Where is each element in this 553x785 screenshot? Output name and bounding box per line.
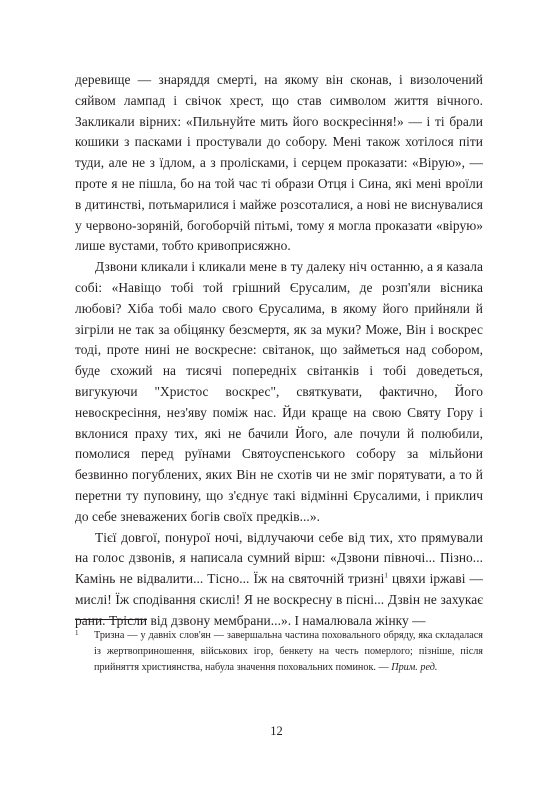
footnote-number: 1 xyxy=(75,629,79,637)
page-number: 12 xyxy=(270,724,283,738)
paragraph-3-end: цвяхи іржаві — мислі! Їж сподівання скислі! Я не воскресну в пісні... Дзвін не захукає рани. Трісли від дзвону мембрани...». І намалювала жінку — xyxy=(75,571,483,628)
paragraph-2: Дзвони кликали і кликали мене в ту далеку ніч останню, а я казала собі: «Навіщо тобі той грішний Єрусалим, де розп'яли вісника любові? Хіба тобі мало свого Єрусалима, в якому його прийняли й зігріли не так за обіцянку безсмертя, як за муки? Може, Він і воскрес тоді, проте нині не воскресне: світанок, що займеться над собором, буде схожий на тисячі попередніх світанків і тобі доведеться, вигукуючи "Христос воскрес", святкувати, фактично, Його невоскресіння, нез'яву поміж нас. Йди краще на свою Святу Гору і вклонися праху тих, які не бачили Його, але почули й полюбили, помолися перед руїнами Святоуспенського собору за мільйони безвинно погублених, яких Він не схотів чи не зміг порятувати, а то й перетни ту пуповину, що з'єднує такі відмінні Єрусалими, і приклич до себе зневажених богів своїх предків...». xyxy=(75,259,483,524)
paragraph-3-start: Тієї довгої, понурої ночі, відлучаючи себе від тих, хто прямували на голос дзвонів, я написала сумний вірш: «Дзвони півночі... Пізно... Камінь не відвалити... Тісно... Їж на святочній тризні xyxy=(75,529,483,587)
footnote-editor-note: Прим. ред. xyxy=(391,661,438,673)
main-text xyxy=(75,70,483,632)
footnote-text: Тризна — у давніх слов'ян — завершальна частина поховального обряду, яка складалася із жертвоприношення, військових ігор, бенкету на честь померлого; пізніше, після прийняття християнства, набула значення поховальних поминок. — xyxy=(94,630,483,673)
footnote xyxy=(75,628,483,675)
footnote-body xyxy=(75,628,483,675)
paragraph-1: деревище — знаряддя смерті, на якому він сконав, і визолочений сяйвом лампад і свічок хрест, що став символом життя вічного. Закликали вірних: «Пильнуйте мить його воскресіння!» — і ті брали кошики з пасками і простували до собору. Мені також хотілося піти туди, але не з їдлом, а з пролісками, і серцем проказати: «Вірую», — проте я не пішла, бо на той час ті образи Отця і Сина, які мені вроїли в дитинстві, потьмарилися і майже розсоталися, а нові не виснувалися у червоно-зоряній, богоборчій пітьмі, тому я могла проказати «вірую» лише вустами, тобто кривоприсяжно. xyxy=(75,72,483,254)
footnote-reference[interactable]: 1 xyxy=(384,571,388,580)
paragraph-3 xyxy=(75,528,483,632)
footnote-divider xyxy=(75,619,147,620)
